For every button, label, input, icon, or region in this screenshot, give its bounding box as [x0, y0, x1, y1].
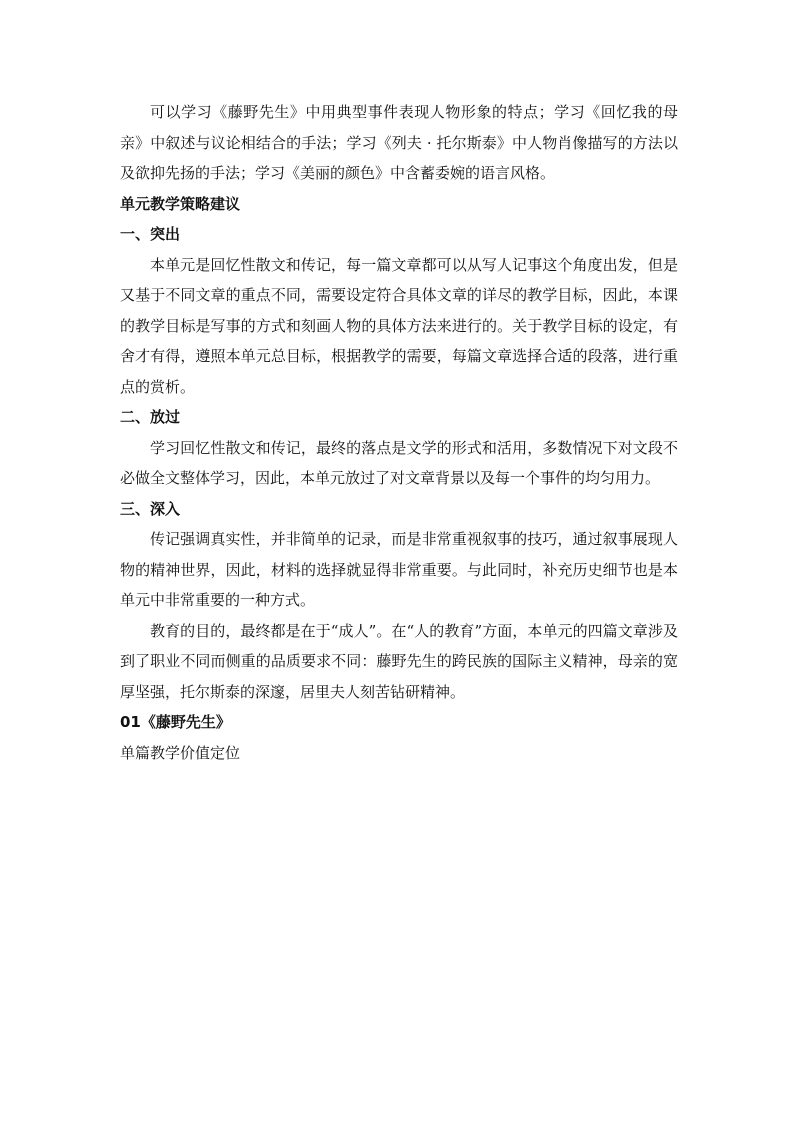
part1-paragraph: 本单元是回忆性散文和传记，每一篇文章都可以从写人记事这个角度出发，但是又基于不同文章的重点不同，需要设定符合具体文章的详尽的教学目标，因此，本课的教学目标是写事的方式和刻画人物的具体方法来进行的。关于教学目标的设定，有舍才有得，遵照本单元总目标，根据教学的需要，每篇文章选择合适的段落，进行重点的赏析。	[120, 255, 678, 396]
document-body	[120, 97, 678, 768]
section-title: 单元教学策略建议	[120, 194, 241, 213]
part3-paragraph-2: 教育的目的，最终都是在于“成人”。在“人的教育”方面，本单元的四篇文章涉及到了职业不同而侧重的品质要求不同：藤野先生的跨民族的国际主义精神，母亲的宽厚坚强，托尔斯泰的深邃，居里夫人刻苦钻研精神。	[120, 621, 678, 701]
part2-heading: 二、放过	[120, 408, 181, 426]
intro-paragraph: 可以学习《藤野先生》中用典型事件表现人物形象的特点；学习《回忆我的母亲》中叙述与议论相结合的手法；学习《列夫 · 托尔斯泰》中人物肖像描写的方法以及欲抑先扬的手法；学习《美丽的颜色》中含蓄委婉的语言风格。	[120, 103, 678, 182]
lesson-heading: 01《藤野先生》	[120, 713, 231, 731]
part1-heading: 一、突出	[120, 225, 181, 243]
part3-heading: 三、深入	[120, 499, 181, 518]
part3-paragraph-1: 传记强调真实性，并非简单的记录，而是非常重视叙事的技巧，通过叙事展现人物的精神世界，因此，材料的选择就显得非常重要。与此同时，补充历史细节也是本单元中非常重要的一种方式。	[120, 530, 678, 609]
lesson-subheading: 单篇教学价值定位	[120, 743, 241, 762]
part2-paragraph: 学习回忆性散文和传记，最终的落点是文学的形式和活用，多数情况下对文段不必做全文整体学习，因此，本单元放过了对文章背景以及每一个事件的均匀用力。	[120, 438, 678, 487]
